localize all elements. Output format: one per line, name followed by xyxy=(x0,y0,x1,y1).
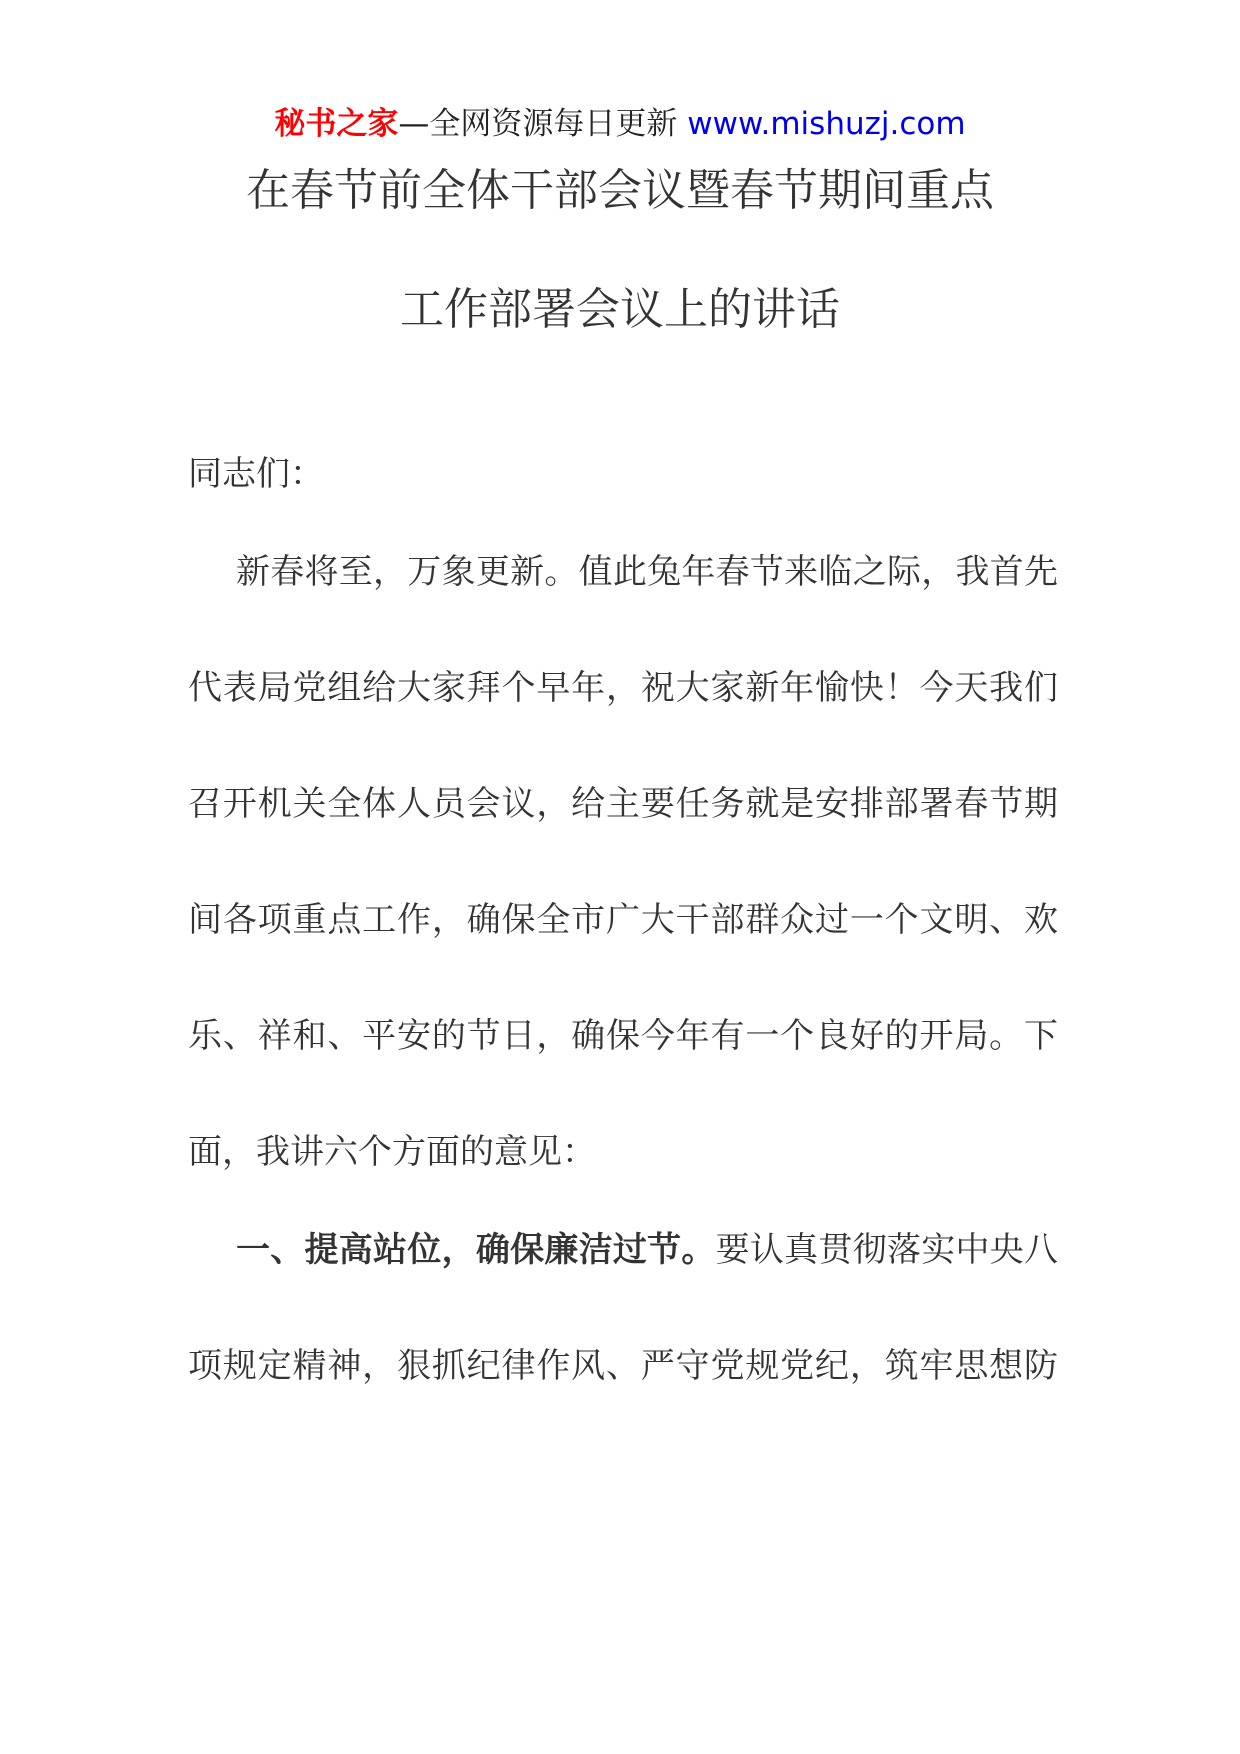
document-title-line-1: 在春节前全体干部会议暨春节期间重点 xyxy=(246,165,994,216)
paragraph-1-line: 间各项重点工作，确保全市广大干部群众过一个文明、欢 xyxy=(188,900,1058,940)
section-1-text: 要认真贯彻落实中央八 xyxy=(715,1230,1059,1270)
section-1-line-1 xyxy=(236,1226,1058,1274)
header-tagline: —全网资源每日更新 xyxy=(398,106,678,142)
section-1-line-2: 项规定精神，狠抓纪律作风、严守党规党纪，筑牢思想防 xyxy=(188,1346,1058,1386)
brand-name: 秘书之家 xyxy=(274,106,399,142)
section-1-heading: 一、提高站位，确保廉洁过节。 xyxy=(236,1230,716,1270)
paragraph-1-line: 代表局党组给大家拜个早年，祝大家新年愉快！今天我们 xyxy=(188,668,1058,708)
salutation: 同志们： xyxy=(188,454,324,494)
paragraph-1-line: 新春将至，万象更新。值此兔年春节来临之际，我首先 xyxy=(236,552,1058,592)
document-title-line-2: 工作部署会议上的讲话 xyxy=(400,284,840,335)
paragraph-1-line: 乐、祥和、平安的节日，确保今年有一个良好的开局。下 xyxy=(188,1016,1058,1056)
paragraph-1-line: 召开机关全体人员会议，给主要任务就是安排部署春节期 xyxy=(188,784,1058,824)
site-header xyxy=(0,100,1240,148)
paragraph-1-line: 面，我讲六个方面的意见： xyxy=(188,1132,596,1172)
site-url-link[interactable]: www.mishuzj.com xyxy=(687,106,966,142)
